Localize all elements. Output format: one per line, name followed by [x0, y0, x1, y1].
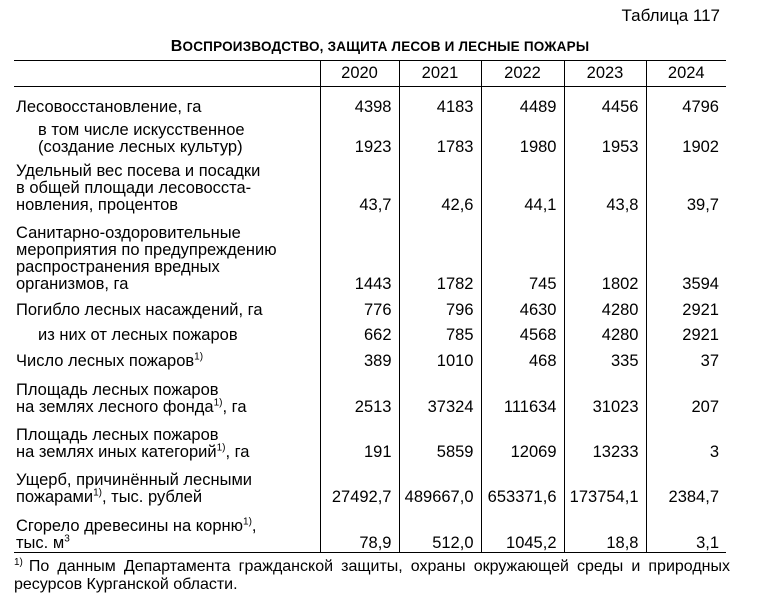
table-row: [14, 370, 726, 416]
row-label: Ущерб, причинённый лесными пожарами$^{1)}$, тыс. рублей: [16, 471, 253, 506]
table-row: [14, 214, 726, 293]
cell-value: 335: [564, 344, 646, 370]
cell-value: 3: [646, 416, 726, 461]
cell-value: 2513: [320, 370, 399, 416]
cell-value: 4796: [646, 87, 726, 117]
footnote-ref: 1): [194, 351, 204, 363]
footnote-ref: 1): [243, 516, 252, 528]
cell-value: 191: [320, 416, 399, 461]
row-label: Число лесных пожаров$^{1)}$: [16, 351, 204, 370]
cell-value: 4280: [564, 319, 646, 344]
table-row: [14, 506, 726, 553]
table-row: [14, 293, 726, 319]
cell-value: 4183: [399, 87, 481, 117]
table-row: [14, 319, 726, 344]
cell-value: 27492,7: [320, 461, 399, 506]
cell-value: 2384,7: [646, 461, 726, 506]
cell-value: 662: [320, 319, 399, 344]
row-label: Удельный вес посева и посадки в общей площади лесовосста- новления, процентов: [16, 162, 261, 214]
cell-value: 44,1: [481, 156, 564, 214]
header-label-cell: [14, 61, 320, 87]
footnote-text: По данным Департамента гражданской защиты, охраны окружающей среды и природных ресурсов Курганской области.: [14, 558, 730, 593]
cell-value: 43,8: [564, 156, 646, 214]
cell-value: 1923: [320, 116, 399, 156]
cell-value: 785: [399, 319, 481, 344]
cell-value: 1902: [646, 116, 726, 156]
header-year: 2022: [481, 61, 564, 87]
cell-value: 37324: [399, 370, 481, 416]
cell-value: 1045,2: [481, 506, 564, 553]
cell-value: 78,9: [320, 506, 399, 553]
cell-value: 1802: [564, 214, 646, 293]
cell-value: 653371,6: [481, 461, 564, 506]
title-rest: ОСПРОИЗВОДСТВО, ЗАЩИТА ЛЕСОВ И ЛЕСНЫЕ ПОЖАРЫ: [182, 39, 590, 54]
cell-value: 13233: [564, 416, 646, 461]
cell-value: 12069: [481, 416, 564, 461]
footnote-ref: 1): [216, 442, 226, 454]
row-label: Лесовосстановление, га: [16, 98, 202, 116]
cell-value: 1953: [564, 116, 646, 156]
row-label: Площадь лесных пожаров на землях иных категорий$^{1)}$, га: [16, 426, 250, 461]
cell-value: 468: [481, 344, 564, 370]
cell-value: 796: [399, 293, 481, 319]
cell-value: 37: [646, 344, 726, 370]
cell-value: 1783: [399, 116, 481, 156]
cell-value: 42,6: [399, 156, 481, 214]
table-number: Таблица 117: [621, 6, 720, 25]
cell-value: 1782: [399, 214, 481, 293]
row-label: из них от лесных пожаров: [38, 326, 238, 344]
cell-value: 39,7: [646, 156, 726, 214]
data-table: [14, 60, 726, 553]
cell-value: 3,1: [646, 506, 726, 553]
cell-value: 173754,1: [564, 461, 646, 506]
title-first-letter: В: [170, 38, 183, 55]
cell-value: 207: [646, 370, 726, 416]
header-row: [14, 61, 726, 87]
cell-value: 389: [320, 344, 399, 370]
table-row: [14, 156, 726, 214]
cell-value: 43,7: [320, 156, 399, 214]
footnote-ref: 1): [93, 487, 102, 499]
superscript-3: 3: [64, 533, 70, 545]
footnote: [14, 558, 730, 594]
cell-value: 4456: [564, 87, 646, 117]
header-year: 2024: [646, 61, 726, 87]
cell-value: 2921: [646, 293, 726, 319]
cell-value: 18,8: [564, 506, 646, 553]
cell-value: 745: [481, 214, 564, 293]
table-title: [0, 38, 760, 56]
header-year: 2023: [564, 61, 646, 87]
row-label: Площадь лесных пожаров на землях лесного фонда$^{1)}$, га: [16, 381, 247, 416]
cell-value: 2921: [646, 319, 726, 344]
cell-value: 489667,0: [399, 461, 481, 506]
cell-value: 4489: [481, 87, 564, 117]
table-row: [14, 416, 726, 461]
cell-value: 111634: [481, 370, 564, 416]
cell-value: 776: [320, 293, 399, 319]
cell-value: 1010: [399, 344, 481, 370]
cell-value: 1443: [320, 214, 399, 293]
cell-value: 3594: [646, 214, 726, 293]
cell-value: 5859: [399, 416, 481, 461]
cell-value: 4280: [564, 293, 646, 319]
table-row: [14, 116, 726, 156]
header-year: 2021: [399, 61, 481, 87]
cell-value: 4398: [320, 87, 399, 117]
row-label: Погибло лесных насаждений, га: [16, 301, 263, 319]
footnote-mark: 1): [14, 556, 23, 568]
cell-value: 1980: [481, 116, 564, 156]
row-label: в том числе искусственное (создание лесных культур): [38, 121, 245, 156]
cell-value: 4568: [481, 319, 564, 344]
table-row: [14, 87, 726, 117]
cell-value: 512,0: [399, 506, 481, 553]
header-year: 2020: [320, 61, 399, 87]
cell-value: 4630: [481, 293, 564, 319]
footnote-ref: 1): [213, 397, 223, 409]
table-row: [14, 461, 726, 506]
cell-value: 31023: [564, 370, 646, 416]
row-label: Санитарно-оздоровительные мероприятия по предупреждению распространения вредных организмов, га: [16, 224, 277, 293]
row-label: Сгорело древесины на корню$^{1)}$, тыс. $м^3$: [14, 506, 320, 553]
table-row: [14, 344, 726, 370]
